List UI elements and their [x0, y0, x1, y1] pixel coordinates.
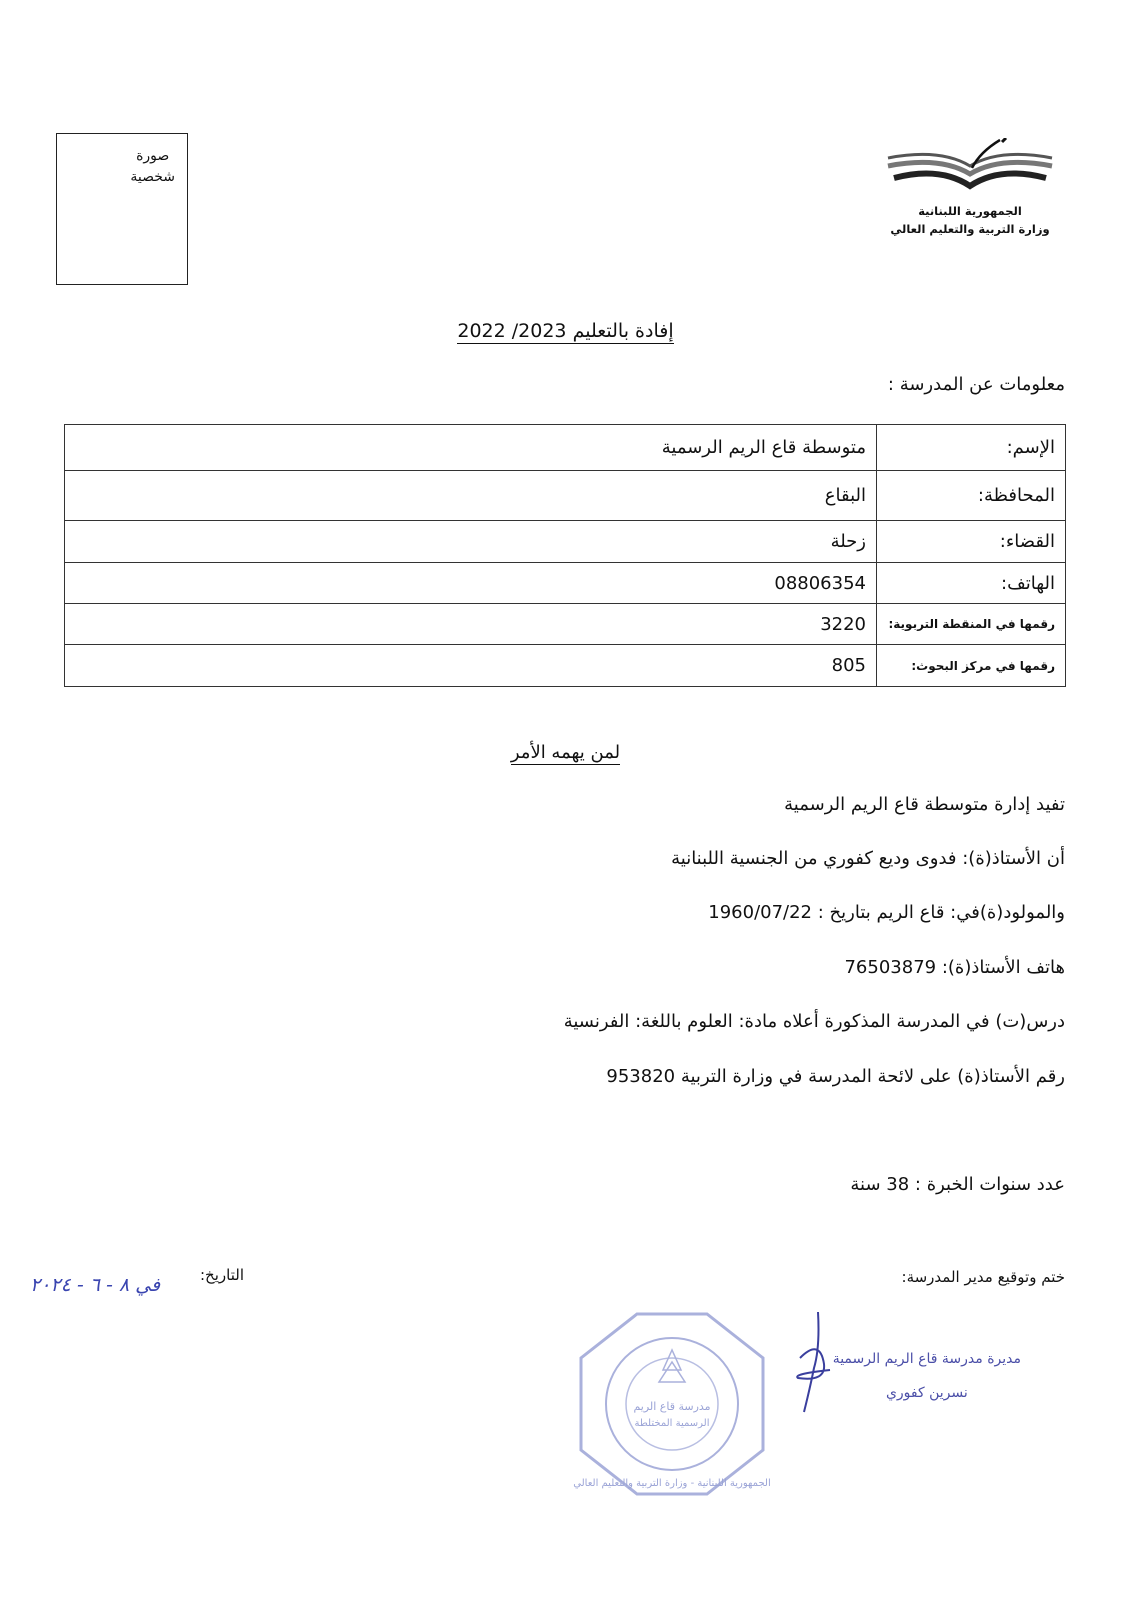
body-line-experience: عدد سنوات الخبرة : 38 سنة [850, 1174, 1065, 1195]
value-education-region-number: 3220 [65, 604, 877, 645]
body-line-teacher-phone: هاتف الأستاذ(ة): 76503879 [844, 957, 1065, 978]
principal-stamp [833, 1342, 1021, 1410]
seal-line1: مدرسة قاع الريم [633, 1400, 711, 1413]
label-research-center-number: رقمها في مركز البحوث: [877, 645, 1066, 687]
value-district: زحلة [65, 521, 877, 563]
photo-label-line1: صورة [136, 148, 170, 164]
value-phone: 08806354 [65, 563, 877, 604]
school-info-table [64, 424, 1066, 687]
label-name: الإسم: [877, 425, 1066, 471]
body-line-teacher-number: رقم الأستاذ(ة) على لائحة المدرسة في وزارة التربية 953820 [606, 1066, 1065, 1087]
ministry-logo [880, 138, 1060, 248]
photo-label-line2: شخصية [130, 169, 175, 185]
table-row [65, 471, 1066, 521]
principal-title: مديرة مدرسة قاع الريم الرسمية [832, 1351, 1021, 1367]
principal-name: نسرين كفوري [885, 1385, 968, 1401]
label-governorate: المحافظة: [877, 471, 1066, 521]
label-district: القضاء: [877, 521, 1066, 563]
body-line-school: تفيد إدارة متوسطة قاع الريم الرسمية [784, 794, 1065, 815]
to-whom-heading [0, 742, 1131, 763]
table-row [65, 604, 1066, 645]
table-row [65, 563, 1066, 604]
document-title [0, 320, 1131, 342]
label-education-region-number: رقمها في المنقطة التربوية: [877, 604, 1066, 645]
logo-line2: وزارة التربية والتعليم العالي [890, 222, 1050, 236]
seal-line2: الرسمية المختلطة [634, 1418, 710, 1429]
date-label: التاريخ: [200, 1266, 244, 1284]
seal-ring-text: الجمهورية اللبنانية - وزارة التربية والتعليم العالي [573, 1478, 771, 1489]
document-title-text: إفادة بالتعليم 2023/ 2022 [457, 320, 674, 342]
signature-scrawl-icon [790, 1308, 850, 1418]
value-research-center-number: 805 [65, 645, 877, 687]
body-line-subject: درس(ت) في المدرسة المذكورة أعلاه مادة: العلوم باللغة: الفرنسية [563, 1011, 1065, 1032]
table-row [65, 425, 1066, 471]
label-phone: الهاتف: [877, 563, 1066, 604]
value-governorate: البقاع [65, 471, 877, 521]
to-whom-text: لمن يهمه الأمر [510, 742, 621, 763]
value-name: متوسطة قاع الريم الرسمية [65, 425, 877, 471]
table-row [65, 645, 1066, 687]
signature-label: ختم وتوقيع مدير المدرسة: [901, 1268, 1065, 1286]
personal-photo-box [56, 133, 188, 285]
school-info-heading: معلومات عن المدرسة : [887, 374, 1065, 395]
table-row [65, 521, 1066, 563]
logo-line1: الجمهورية اللبنانية [918, 204, 1022, 218]
body-line-birth: والمولود(ة)في: قاع الريم بتاريخ : 1960/07/22 [708, 902, 1065, 923]
school-seal-icon [567, 1310, 777, 1500]
photo-label [130, 146, 175, 188]
open-book-pen-icon [880, 138, 1060, 198]
body-line-teacher: أن الأستاذ(ة): فدوى وديع كفوري من الجنسية اللبنانية [671, 848, 1065, 869]
date-value: في ٨ - ٦ - ٢٠٢٤ [30, 1274, 161, 1296]
